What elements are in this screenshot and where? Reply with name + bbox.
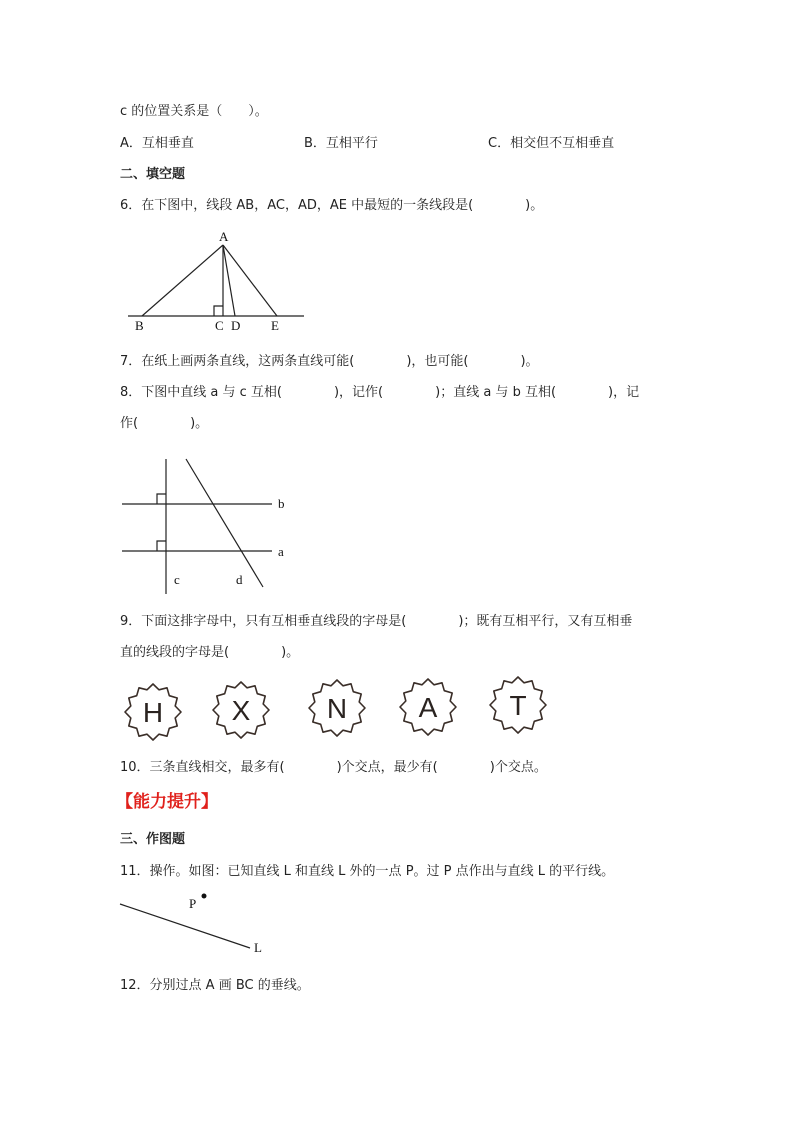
star-badge-letter: T xyxy=(509,690,527,721)
question-9-line1: 9．下面这排字母中，只有互相垂直线段的字母是( )；既有互相平行，又有互相垂 xyxy=(120,614,633,629)
label-a: a xyxy=(278,544,284,559)
q8-lines-figure xyxy=(122,459,285,594)
question-11: 11．操作。如图：已知直线 L 和直线 L 外的一点 P。过 P 点作出与直线 L 的平行线。 xyxy=(120,864,615,879)
question-12: 12．分别过点 A 画 BC 的垂线。 xyxy=(120,978,310,993)
label-p: P xyxy=(189,896,197,911)
label-a: A xyxy=(219,229,229,244)
label-e: E xyxy=(271,318,279,333)
question-7: 7．在纸上画两条直线，这两条直线可能( )，也可能( )。 xyxy=(120,354,539,369)
ability-heading: 【能力提升】 xyxy=(116,792,218,812)
section-heading-drawing: 三、作图题 xyxy=(120,832,186,847)
star-badge-letter: A xyxy=(418,692,438,723)
q5-option-b: B．互相平行 xyxy=(304,136,378,151)
question-8-line2: 作( )。 xyxy=(120,416,209,431)
label-b: B xyxy=(135,318,144,333)
question-8-line1: 8．下图中直线 a 与 c 互相( )，记作( )；直线 a 与 b 互相( )，记 xyxy=(120,385,640,400)
q5-stem-tail: c 的位置关系是（ ）。 xyxy=(120,104,268,119)
question-6: 6．在下图中，线段 AB，AC，AD，AE 中最短的一条线段是( )。 xyxy=(120,198,544,213)
q5-option-c: C．相交但不互相垂直 xyxy=(488,136,615,151)
q9-letter-badges xyxy=(125,677,546,740)
label-b: b xyxy=(278,496,285,511)
q11-line-point-figure xyxy=(120,894,262,956)
section-heading-fill-blank: 二、填空题 xyxy=(120,167,186,182)
label-d: D xyxy=(231,318,241,333)
star-badge-letter: X xyxy=(231,695,251,726)
q6-triangle-figure xyxy=(128,229,304,333)
label-d: d xyxy=(236,572,243,587)
q5-option-a: A．互相垂直 xyxy=(120,136,194,151)
star-badge-letter: H xyxy=(142,697,164,728)
label-c: c xyxy=(174,572,180,587)
question-9-line2: 直的线段的字母是( )。 xyxy=(120,645,300,660)
star-badge-letter: N xyxy=(326,693,348,724)
question-10: 10．三条直线相交，最多有( )个交点，最少有( )个交点。 xyxy=(120,760,547,775)
label-l: L xyxy=(254,940,262,955)
label-c: C xyxy=(215,318,224,333)
point-p xyxy=(202,894,207,899)
